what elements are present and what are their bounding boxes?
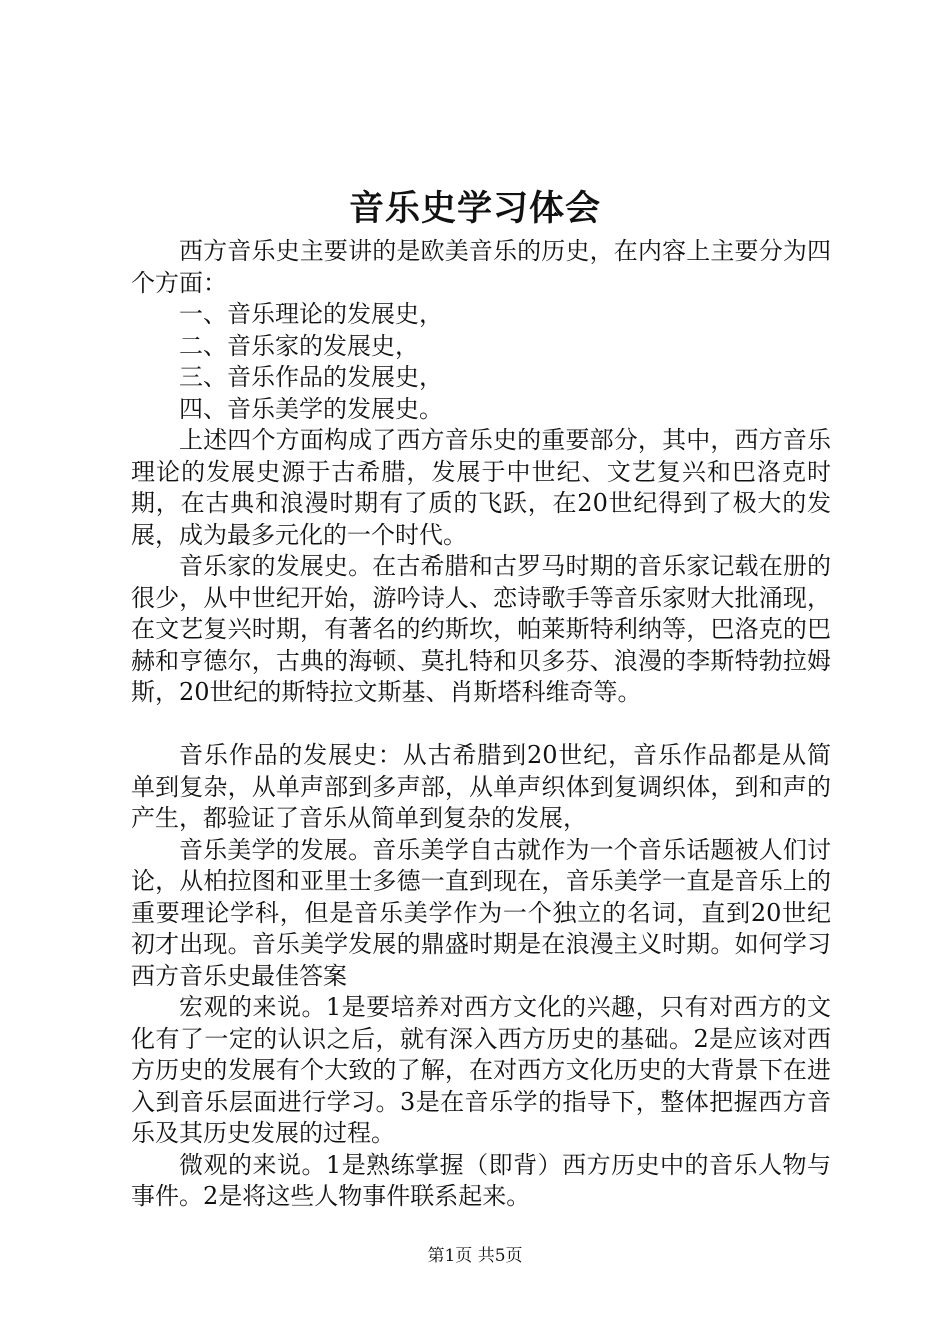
document-body: [131, 236, 831, 1213]
paragraph-works: 音乐作品的发展史：从古希腊到20世纪，音乐作品都是从简单到复杂，从单声部到多声部，从单声织体到复调织体，到和声的产生，都验证了音乐从简单到复杂的发展，: [131, 741, 831, 832]
list-item: 三、音乐作品的发展史，: [179, 363, 443, 391]
list-item: 一、音乐理论的发展史，: [179, 300, 443, 328]
document-title: 音乐史学习体会: [348, 188, 601, 229]
list-item: 四、音乐美学的发展史。: [179, 394, 443, 423]
paragraph-macro: 宏观的来说。1是要培养对西方文化的兴趣，只有对西方的文化有了一定的认识之后，就有深入西方历史的基础。2是应该对西方历史的发展有个大致的了解，在对西方文化历史的大背景下在进入到音乐层面进行学习。3是在音乐学的指导下，整体把握西方音乐及其历史发展的过程。: [131, 993, 831, 1147]
paragraph-spacer: [131, 709, 831, 741]
list-item: 二、音乐家的发展史，: [179, 331, 419, 360]
paragraph-aesthetics: 音乐美学的发展。音乐美学自古就作为一个音乐话题被人们讨论，从柏拉图和亚里士多德一直到现在，音乐美学一直是音乐上的重要理论学科，但是音乐美学作为一个独立的名词，直到20世纪初才出现。音乐美学发展的鼎盛时期是在浪漫主义时期。如何学习西方音乐史最佳答案: [131, 835, 831, 990]
page-footer: 第1页 共5页: [427, 1246, 523, 1266]
paragraph-micro: 微观的来说。1是熟练掌握（即背）西方历史中的音乐人物与事件。2是将这些人物事件联系起来。: [131, 1150, 831, 1210]
intro-paragraph: 西方音乐史主要讲的是欧美音乐的历史，在内容上主要分为四个方面：: [131, 237, 831, 297]
paragraph-theory: 上述四个方面构成了西方音乐史的重要部分，其中，西方音乐理论的发展史源于古希腊，发展于中世纪、文艺复兴和巴洛克时期，在古典和浪漫时期有了质的飞跃，在20世纪得到了极大的发展，成为最多元化的一个时代。: [131, 426, 831, 549]
paragraph-composers: 音乐家的发展史。在古希腊和古罗马时期的音乐家记载在册的很少，从中世纪开始，游吟诗人、恋诗歌手等音乐家财大批涌现，在文艺复兴时期，有著名的约斯坎，帕莱斯特利纳等，巴洛克的巴赫和亨德尔，古典的海顿、莫扎特和贝多芬、浪漫的李斯特勃拉姆斯，20世纪的斯特拉文斯基、肖斯塔科维奇等。: [131, 552, 831, 706]
